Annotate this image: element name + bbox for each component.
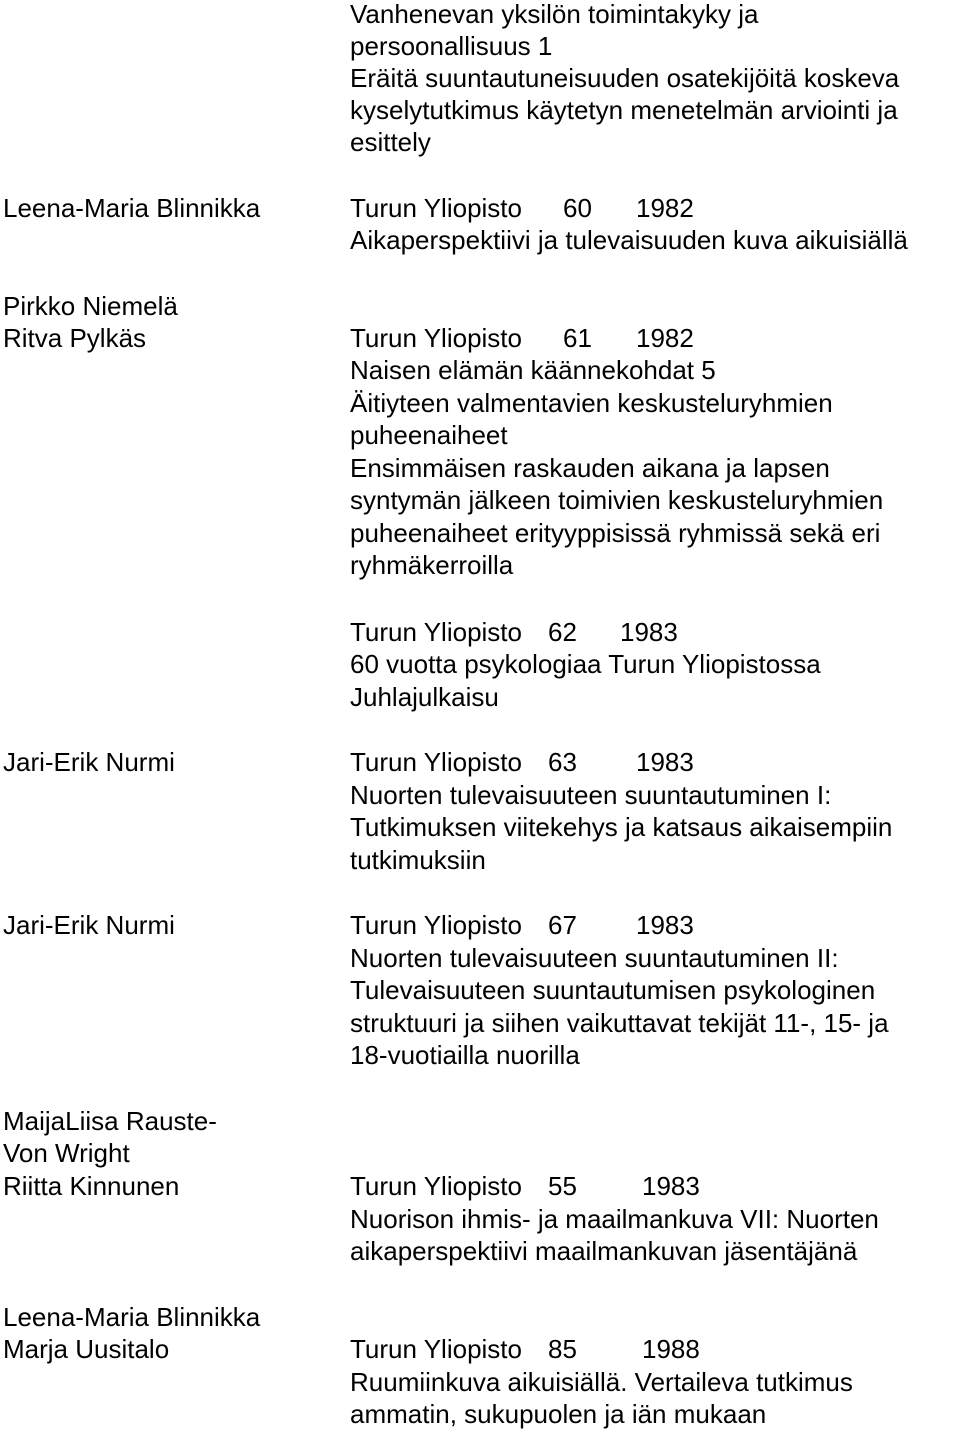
entry-author: MaijaLiisa Rauste-: [3, 1106, 217, 1136]
entry-publisher: Turun Yliopisto: [350, 1171, 522, 1201]
entry-title-line: 18-vuotiailla nuorilla: [350, 1040, 580, 1070]
entry-title-line: Nuorison ihmis- ja maailmankuva VII: Nuorten: [350, 1204, 879, 1234]
entry-title-line: ammatin, sukupuolen ja iän mukaan: [350, 1399, 767, 1429]
entry-title-line: struktuuri ja siihen vaikuttavat tekijät 11-, 15- ja: [350, 1008, 889, 1038]
entry-title-line: Aikaperspektiivi ja tulevaisuuden kuva aikuisiällä: [350, 225, 908, 255]
entry-series-number: 61: [563, 323, 592, 353]
entry-publisher: Turun Yliopisto: [350, 910, 522, 940]
entry-author: Von Wright: [3, 1138, 130, 1168]
entry-publisher: Turun Yliopisto: [350, 617, 522, 647]
entry-author: Pirkko Niemelä: [3, 291, 178, 321]
entry-title-line: kyselytutkimus käytetyn menetelmän arviointi ja: [350, 95, 898, 125]
entry-author: Jari-Erik Nurmi: [3, 910, 175, 940]
entry-title-line: esittely: [350, 127, 431, 157]
entry-publisher: Turun Yliopisto: [350, 323, 522, 353]
entry-year: 1988: [642, 1334, 700, 1364]
entry-year: 1983: [636, 910, 694, 940]
entry-year: 1983: [636, 747, 694, 777]
entry-title-line: Eräitä suuntautuneisuuden osatekijöitä koskeva: [350, 63, 900, 93]
entry-year: 1983: [642, 1171, 700, 1201]
entry-title-line: puheenaiheet: [350, 420, 508, 450]
entry-title-line: Ruumiinkuva aikuisiällä. Vertaileva tutkimus: [350, 1367, 853, 1397]
entry-author: Riitta Kinnunen: [3, 1171, 180, 1201]
entry-publisher: Turun Yliopisto: [350, 747, 522, 777]
entry-title-line: persoonallisuus 1: [350, 31, 553, 61]
entry-title-line: syntymän jälkeen toimivien keskusteluryhmien: [350, 485, 884, 515]
entry-series-number: 55: [548, 1171, 577, 1201]
entry-series-number: 85: [548, 1334, 577, 1364]
entry-author: Marja Uusitalo: [3, 1334, 170, 1364]
entry-title-line: Naisen elämän käännekohdat 5: [350, 355, 716, 385]
entry-title-line: Juhlajulkaisu: [350, 682, 499, 712]
entry-series-number: 63: [548, 747, 577, 777]
entry-title-line: tutkimuksiin: [350, 845, 486, 875]
entry-author: Ritva Pylkäs: [3, 323, 147, 353]
entry-publisher: Turun Yliopisto: [350, 193, 522, 223]
entry-publisher: Turun Yliopisto: [350, 1334, 522, 1364]
entry-series-number: 67: [548, 910, 577, 940]
entry-title-line: Äitiyteen valmentavien keskusteluryhmien: [350, 388, 833, 418]
entry-author: Leena-Maria Blinnikka: [3, 193, 261, 223]
entry-series-number: 60: [563, 193, 592, 223]
entry-title-line: Nuorten tulevaisuuteen suuntautuminen I:: [350, 780, 832, 810]
entry-year: 1982: [636, 193, 694, 223]
entry-title-line: Tulevaisuuteen suuntautumisen psykologinen: [350, 975, 876, 1005]
entry-author: Leena-Maria Blinnikka: [3, 1302, 261, 1332]
entry-title-line: Nuorten tulevaisuuteen suuntautuminen II:: [350, 943, 839, 973]
entry-title-line: puheenaiheet erityyppisissä ryhmissä sekä eri: [350, 518, 881, 548]
entry-author: Jari-Erik Nurmi: [3, 747, 175, 777]
entry-title-line: aikaperspektiivi maailmankuvan jäsentäjänä: [350, 1236, 858, 1266]
entry-title-line: Tutkimuksen viitekehys ja katsaus aikaisempiin: [350, 812, 893, 842]
entry-year: 1983: [620, 617, 678, 647]
entry-title-line: Vanhenevan yksilön toimintakyky ja: [350, 0, 759, 29]
entry-title-line: Ensimmäisen raskauden aikana ja lapsen: [350, 453, 830, 483]
entry-title-line: ryhmäkerroilla: [350, 550, 514, 580]
entry-title-line: 60 vuotta psykologiaa Turun Yliopistossa: [350, 649, 821, 679]
entry-series-number: 62: [548, 617, 577, 647]
entry-year: 1982: [636, 323, 694, 353]
